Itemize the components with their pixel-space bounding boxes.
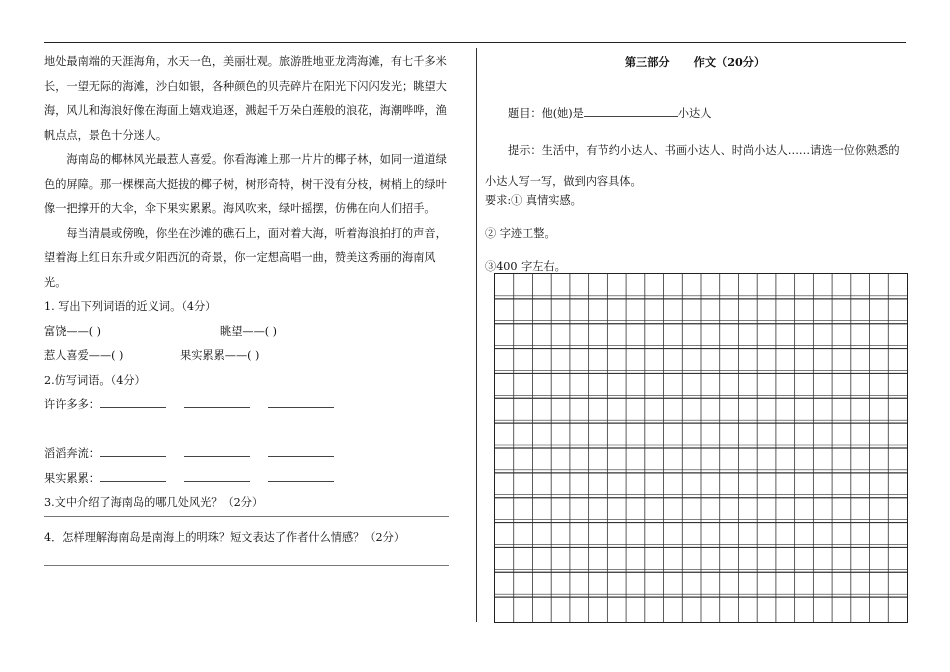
question-2-row-1	[44, 393, 454, 418]
answer-blank[interactable]	[268, 444, 334, 457]
answer-line-q4[interactable]	[44, 565, 449, 566]
question-4: 4．怎样理解海南岛是南海上的明珠？短文表达了作者什么情感？（2分）	[44, 531, 406, 544]
reading-paragraph-1: 地处最南端的天涯海角，水天一色，美丽壮观。旅游胜地亚龙湾海滩，有七千多米长，一望无际的海滩，沙白如银，各种颜色的贝壳碎片在阳光下闪闪发光；眺望大海，风儿和海浪好像在海面上嬉戏追逐，溅起千万朵白莲般的浪花，海潮哗哗，渔帆点点，景色十分迷人。	[44, 55, 447, 142]
synonym-item[interactable]: 眺望——( )	[220, 324, 278, 338]
writing-grid-canvas[interactable]	[495, 274, 907, 622]
synonym-item[interactable]: 富饶——( )	[44, 324, 102, 338]
word-label: 许许多多：	[44, 398, 100, 411]
answer-blank[interactable]	[268, 469, 334, 482]
requirement-3: ③400 字左右。	[485, 260, 566, 273]
composition-topic	[508, 104, 711, 121]
topic-prefix: 题目：他(她)是	[508, 107, 584, 120]
topic-blank[interactable]	[584, 104, 678, 117]
reading-paragraph-3: 每当清晨或傍晚，你坐在沙滩的礁石上，面对着大海，听着海浪拍打的声音，望着海上红日东升或夕阳西沉的奇景，你一定想高唱一曲，赞美这秀丽的海南风光。	[44, 226, 447, 289]
spacer	[44, 418, 454, 443]
answer-blank[interactable]	[184, 395, 250, 408]
topic-suffix: 小达人	[677, 107, 712, 120]
requirement-2: ② 字迹工整。	[485, 227, 556, 240]
column-divider	[476, 48, 477, 622]
composition-title: 作文（20分）	[693, 55, 766, 69]
answer-blank[interactable]	[100, 395, 166, 408]
answer-line-q3[interactable]	[44, 516, 449, 517]
answer-blank[interactable]	[184, 469, 250, 482]
reading-section	[44, 50, 454, 516]
word-label: 滔滔奔流：	[44, 447, 100, 460]
question-2-row-3	[44, 467, 454, 492]
question-3: 3.文中介绍了海南岛的哪几处风光？（2分）	[44, 496, 264, 509]
header-rule	[44, 42, 906, 43]
synonym-item[interactable]: 果实累累——( )	[180, 349, 260, 362]
answer-blank[interactable]	[100, 444, 166, 457]
word-label: 果实累累：	[44, 471, 100, 485]
question-4-wrap	[44, 526, 454, 551]
question-1: 1. 写出下列词语的近义词。（4分）	[44, 300, 217, 313]
composition-section	[485, 50, 905, 74]
answer-blank[interactable]	[268, 395, 334, 408]
question-1-row-2	[44, 344, 454, 369]
answer-blank[interactable]	[184, 444, 250, 457]
reading-paragraph-2: 海南岛的椰林风光最惹人喜爱。你看海滩上那一片片的椰子林，如同一道道绿色的屏障。那一棵棵高大挺拔的椰子树，树形奇特，树干没有分枝，树梢上的绿叶像一把撑开的大伞，伞下果实累累。海风吹来，绿叶摇摆，仿佛在向人们招手。	[44, 153, 447, 215]
composition-hint: 提示：生活中，有节约小达人、书画小达人、时尚小达人……请选一位你熟悉的小达人写一写，做到内容具体。	[485, 144, 900, 188]
requirement-1: 要求:① 真情实感。	[485, 194, 582, 207]
writing-grid[interactable]	[494, 273, 908, 623]
synonym-item[interactable]: 惹人喜爱——( )	[44, 349, 124, 362]
part-label: 第三部分	[624, 55, 670, 69]
answer-blank[interactable]	[100, 469, 166, 482]
question-1-row-1	[44, 320, 454, 345]
question-2: 2.仿写词语。（4分）	[44, 373, 146, 387]
composition-heading	[485, 50, 905, 74]
question-2-row-2	[44, 442, 454, 467]
